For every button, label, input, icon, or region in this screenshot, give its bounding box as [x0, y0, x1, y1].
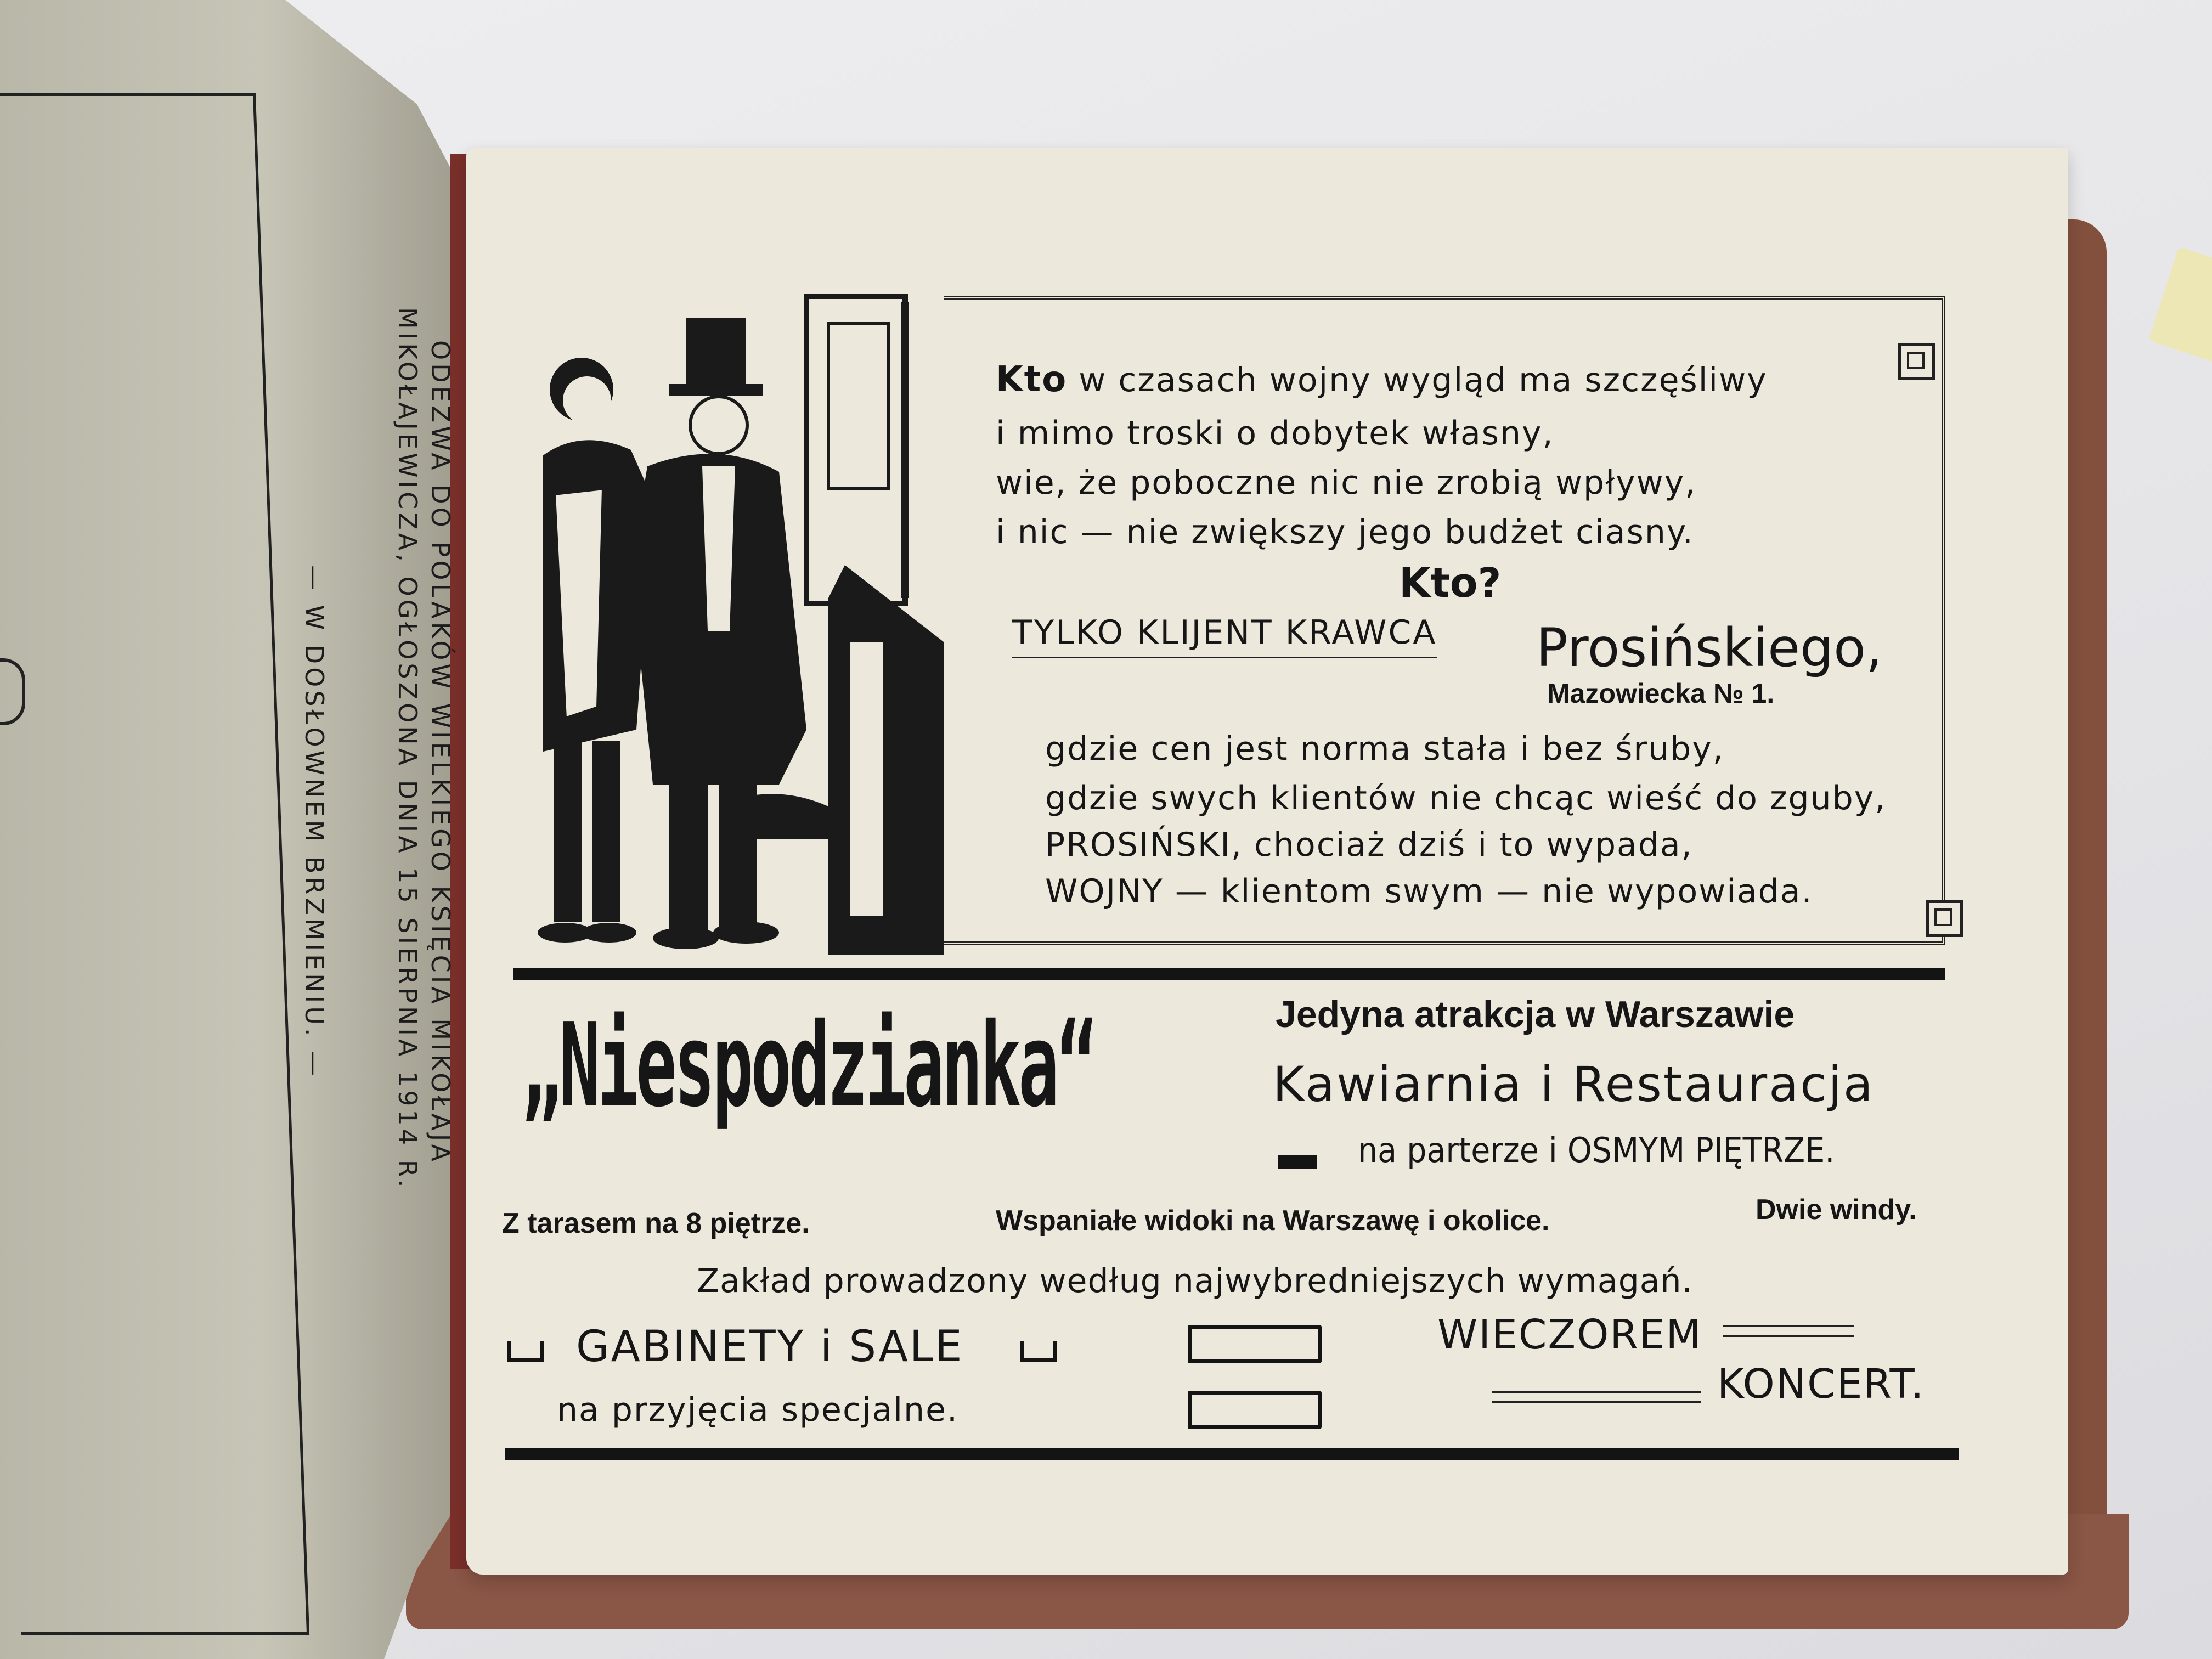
top-rule	[513, 968, 1945, 980]
bottom-rule	[505, 1448, 1959, 1460]
dash-ornament	[1278, 1155, 1317, 1169]
poem-1-line-2: i mimo troski o dobytek własny,	[996, 414, 1554, 453]
poem-2-line-3: PROSIŃSKI, chociaż dziś i to wypada,	[1045, 826, 1693, 864]
cafe-evening: WIECZOREM	[1437, 1311, 1702, 1358]
cafe-terrace: Z tarasem na 8 piętrze.	[502, 1207, 810, 1239]
poem-1-line-1-text: w czasach wojny wygląd ma szczęśliwy	[1079, 361, 1768, 399]
cafe-type: Kawiarnia i Restauracja	[1273, 1056, 1875, 1113]
tailor-name: Prosińskiego,	[1536, 617, 1883, 679]
concert-rule	[1492, 1391, 1701, 1403]
cafe-name: „Niespodzianka“	[521, 998, 1095, 1133]
cafe-concert: KONCERT.	[1717, 1361, 1925, 1408]
cafe-floors: na parterze i OSMYM PIĘTRZE.	[1358, 1130, 1835, 1170]
corner-ornament-top	[1898, 343, 1936, 380]
client-line: TYLKO KLIJENT KRAWCA	[1012, 613, 1437, 659]
evening-rule	[1723, 1325, 1854, 1337]
cafe-management: Zakład prowadzony według najwybredniejszych wymagań.	[697, 1262, 1693, 1300]
vertical-text-line-1: ODEZWA DO POLAKÓW WIELKIEGO KSIĘCIA MIKOŁAJA	[426, 340, 455, 1165]
vertical-text-line-3: — W DOSŁOWNEM BRZMIENIU. —	[300, 565, 329, 1080]
poem-2-line-1: gdzie cen jest norma stała i bez śruby,	[1045, 730, 1724, 768]
poem-1-line-3: wie, że poboczne nic nie zrobią wpływy,	[996, 464, 1697, 502]
left-page-mark	[0, 658, 25, 725]
cafe-tagline: Jedyna atrakcja w Warszawie	[1276, 994, 1795, 1035]
bracket-ornament-left	[507, 1341, 544, 1362]
poem-1-line-1	[996, 359, 1768, 400]
question-kto: Kto?	[1399, 560, 1502, 607]
tailor-address: Mazowiecka № 1.	[1547, 678, 1775, 709]
cafe-rooms-sub: na przyjęcia specjalne.	[557, 1391, 959, 1429]
poem-kto: Kto	[996, 359, 1068, 400]
bracket-ornament-right	[1020, 1341, 1057, 1362]
plaque-ornament-top	[1188, 1325, 1322, 1363]
poem-2-line-4: WOJNY — klientom swym — nie wypowiada.	[1045, 872, 1813, 911]
tailor-fitting-illustration	[521, 291, 949, 955]
cafe-rooms: GABINETY i SALE	[576, 1322, 964, 1372]
poem-2-line-2: gdzie swych klientów nie chcąc wieść do zguby,	[1045, 779, 1887, 817]
left-page-frame	[0, 93, 309, 1635]
poem-1-line-4: i nic — nie zwiększy jego budżet ciasny.	[996, 513, 1694, 551]
cafe-lifts: Dwie windy.	[1756, 1194, 1917, 1226]
cafe-views: Wspaniałe widoki na Warszawę i okolice.	[996, 1205, 1550, 1237]
plaque-ornament-bottom	[1188, 1391, 1322, 1429]
corner-ornament-bottom	[1926, 900, 1963, 937]
vertical-text-line-2: MIKOŁAJEWICZA, OGŁOSZONA DNIA 15 SIERPNIA 1914 R.	[393, 307, 422, 1191]
